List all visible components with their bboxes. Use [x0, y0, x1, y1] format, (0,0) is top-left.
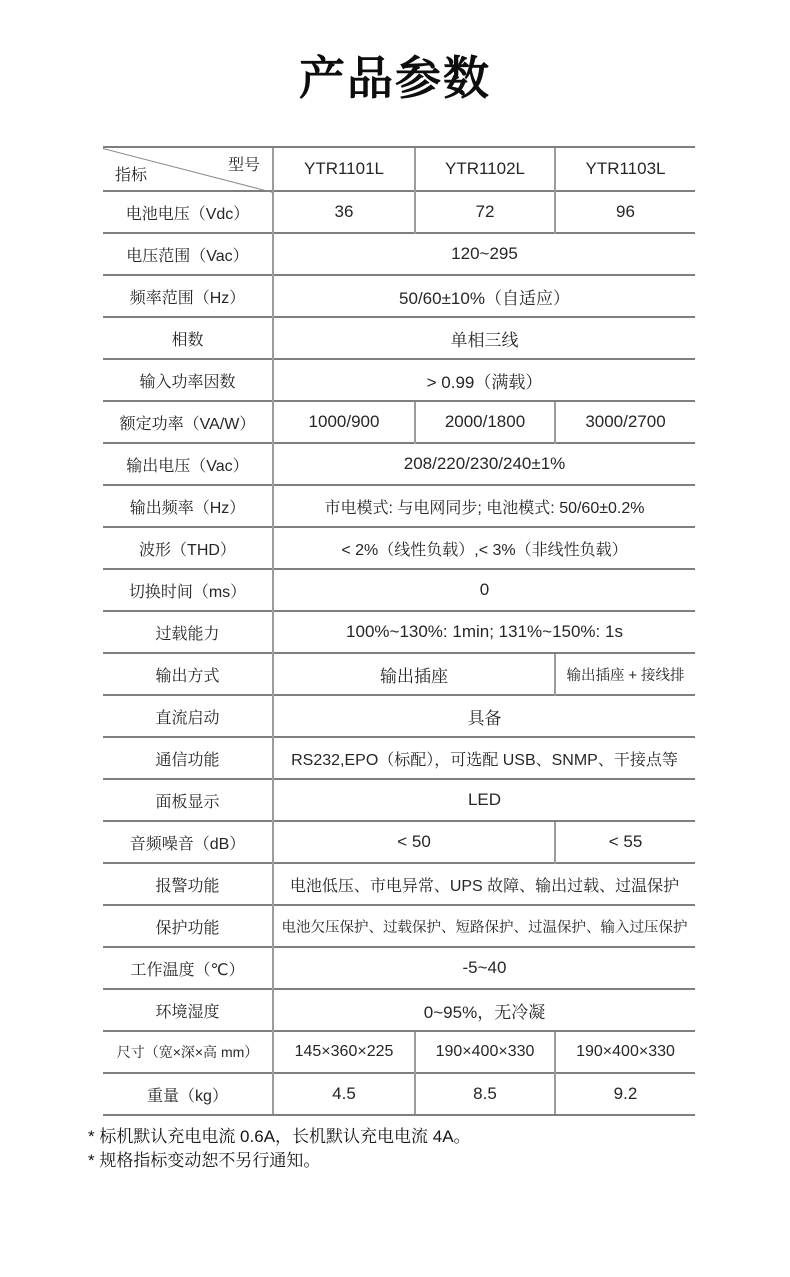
row-label: 报警功能 — [103, 863, 273, 905]
row-value: 电池欠压保护、过载保护、短路保护、过温保护、输入过压保护 — [273, 905, 695, 947]
table-row — [103, 485, 695, 527]
row-label: 面板显示 — [103, 779, 273, 821]
table-row — [103, 191, 695, 233]
table-row — [103, 1031, 695, 1073]
row-label: 输出方式 — [103, 653, 273, 695]
table-row — [103, 989, 695, 1031]
model-name: YTR1102L — [415, 147, 555, 191]
row-label: 保护功能 — [103, 905, 273, 947]
table-row — [103, 863, 695, 905]
row-value: 3000/2700 — [555, 401, 695, 443]
corner-model-label: 型号 — [227, 157, 260, 174]
row-label: 输入功率因数 — [103, 359, 273, 401]
row-label: 工作温度（℃） — [103, 947, 273, 989]
table-row — [103, 569, 695, 611]
row-label: 相数 — [103, 317, 273, 359]
spec-table — [103, 146, 695, 1116]
corner-cell — [103, 147, 273, 191]
row-value: 电池低压、市电异常、UPS 故障、输出过载、过温保护 — [273, 863, 695, 905]
table-row — [103, 317, 695, 359]
row-label: 频率范围（Hz） — [103, 275, 273, 317]
row-value: 50/60±10%（自适应） — [273, 275, 695, 317]
page-title: 产品参数 — [299, 52, 491, 104]
row-value: 208/220/230/240±1% — [273, 443, 695, 485]
table-row — [103, 275, 695, 317]
table-row — [103, 737, 695, 779]
row-label: 电压范围（Vac） — [103, 233, 273, 275]
row-value: 输出插座 + 接线排 — [555, 653, 695, 695]
table-row — [103, 527, 695, 569]
table-row — [103, 443, 695, 485]
row-value: 96 — [555, 191, 695, 233]
table-row — [103, 905, 695, 947]
row-label: 电池电压（Vdc） — [103, 191, 273, 233]
table-row — [103, 611, 695, 653]
row-value: 0~95%，无冷凝 — [273, 989, 695, 1031]
footnotes — [88, 1125, 790, 1172]
footnote-line: * 标机默认充电电流 0.6A，长机默认充电电流 4A。 — [88, 1127, 471, 1146]
table-header-row — [103, 147, 695, 191]
row-label: 音频噪音（dB） — [103, 821, 273, 863]
table-row — [103, 653, 695, 695]
table-row — [103, 821, 695, 863]
model-name: YTR1103L — [555, 147, 695, 191]
row-value: > 0.99（满载） — [273, 359, 695, 401]
row-label: 切换时间（ms） — [103, 569, 273, 611]
row-value: 2000/1800 — [415, 401, 555, 443]
table-row — [103, 401, 695, 443]
table-row — [103, 947, 695, 989]
row-value: 145×360×225 — [273, 1031, 415, 1073]
table-row — [103, 1073, 695, 1115]
row-label: 波形（THD） — [103, 527, 273, 569]
row-label: 过载能力 — [103, 611, 273, 653]
row-value: 120~295 — [273, 233, 695, 275]
row-value: < 50 — [273, 821, 555, 863]
row-value: 190×400×330 — [555, 1031, 695, 1073]
model-name: YTR1101L — [273, 147, 415, 191]
row-value: 输出插座 — [273, 653, 555, 695]
row-value: < 2%（线性负载）,< 3%（非线性负载） — [273, 527, 695, 569]
table-row — [103, 233, 695, 275]
table-row — [103, 695, 695, 737]
row-label: 重量（kg） — [103, 1073, 273, 1115]
row-value: 9.2 — [555, 1073, 695, 1115]
row-value: 4.5 — [273, 1073, 415, 1115]
row-value: 单相三线 — [273, 317, 695, 359]
row-label: 输出电压（Vac） — [103, 443, 273, 485]
row-value: 0 — [273, 569, 695, 611]
row-label: 输出频率（Hz） — [103, 485, 273, 527]
row-label: 尺寸（宽×深×高 mm） — [103, 1031, 273, 1073]
row-value: < 55 — [555, 821, 695, 863]
row-value: 190×400×330 — [415, 1031, 555, 1073]
row-value: LED — [273, 779, 695, 821]
table-row — [103, 779, 695, 821]
row-value: 8.5 — [415, 1073, 555, 1115]
row-label: 直流启动 — [103, 695, 273, 737]
row-value: 市电模式: 与电网同步; 电池模式: 50/60±0.2% — [273, 485, 695, 527]
footnote-line: * 规格指标变动恕不另行通知。 — [88, 1150, 321, 1170]
table-row — [103, 359, 695, 401]
row-value: 具备 — [273, 695, 695, 737]
row-value: 72 — [415, 191, 555, 233]
corner-indicator-label: 指标 — [115, 167, 148, 184]
row-value: RS232,EPO（标配），可选配 USB、SNMP、干接点等 — [273, 737, 695, 779]
row-value: 36 — [273, 191, 415, 233]
row-value: -5~40 — [273, 947, 695, 989]
row-label: 通信功能 — [103, 737, 273, 779]
row-value: 1000/900 — [273, 401, 415, 443]
row-label: 环境湿度 — [103, 989, 273, 1031]
row-value: 100%~130%: 1min; 131%~150%: 1s — [273, 611, 695, 653]
row-label: 额定功率（VA/W） — [103, 401, 273, 443]
